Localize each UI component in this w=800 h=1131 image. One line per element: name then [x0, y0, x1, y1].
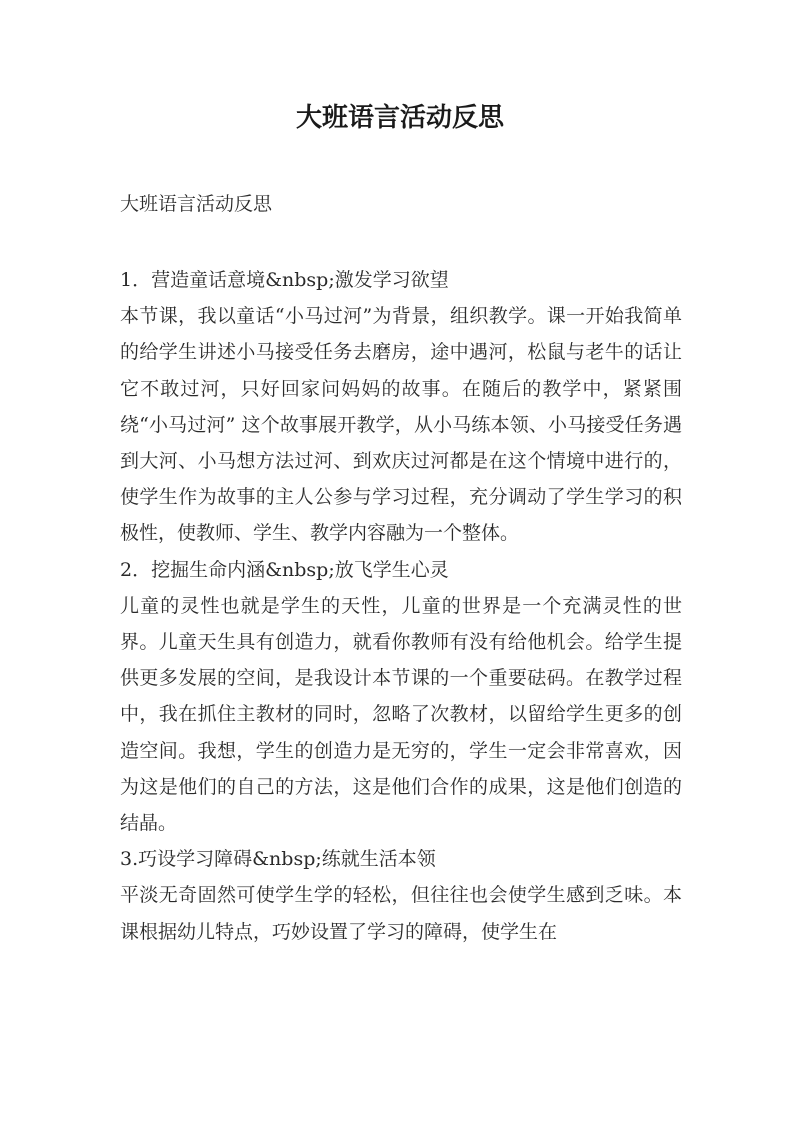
document-subtitle: 大班语言活动反思 [120, 193, 273, 215]
paragraph-2: 儿童的灵性也就是学生的天性，儿童的世界是一个充满灵性的世界。儿童天生具有创造力，就看你教师有没有给他机会。给学生提供更多发展的空间，是我设计本节课的一个重要砝码。在教学过程中，我在抓住主教材的同时，忽略了次教材，以留给学生更多的创造空间。我想，学生的创造力是无穷的，学生一定会非常喜欢，因为这是他们的自己的方法，这是他们合作的成果，这是他们创造的结晶。 [120, 594, 682, 835]
paragraph-3: 平淡无奇固然可使学生学的轻松，但往往也会使学生感到乏味。本课根据幼儿特点，巧妙设置了学习的障碍，使学生在 [120, 884, 682, 943]
section-heading-2: 2．挖掘生命内涵&nbsp;放飞学生心灵 [120, 558, 449, 581]
document-title: 大班语言活动反思 [295, 103, 504, 133]
section-heading-1: 1．营造童话意境&nbsp;激发学习欲望 [120, 269, 449, 291]
document-body [120, 262, 682, 950]
paragraph-1: 本节课，我以童话“小马过河”为背景，组织教学。课一开始我简单的给学生讲述小马接受任务去磨房，途中遇河，松鼠与老牛的话让它不敢过河，只好回家问妈妈的故事。在随后的教学中，紧紧围绕“小马过河” 这个故事展开教学，从小马练本领、小马接受任务遇到大河、小马想方法过河、到欢庆过河都是在这个情境中进行的，使学生作为故事的主人公参与学习过程，充分调动了学生学习的积极性，使教师、学生、教学内容融为一个整体。 [120, 305, 682, 545]
section-heading-3: 3.巧设学习障碍&nbsp;练就生活本领 [120, 848, 436, 871]
